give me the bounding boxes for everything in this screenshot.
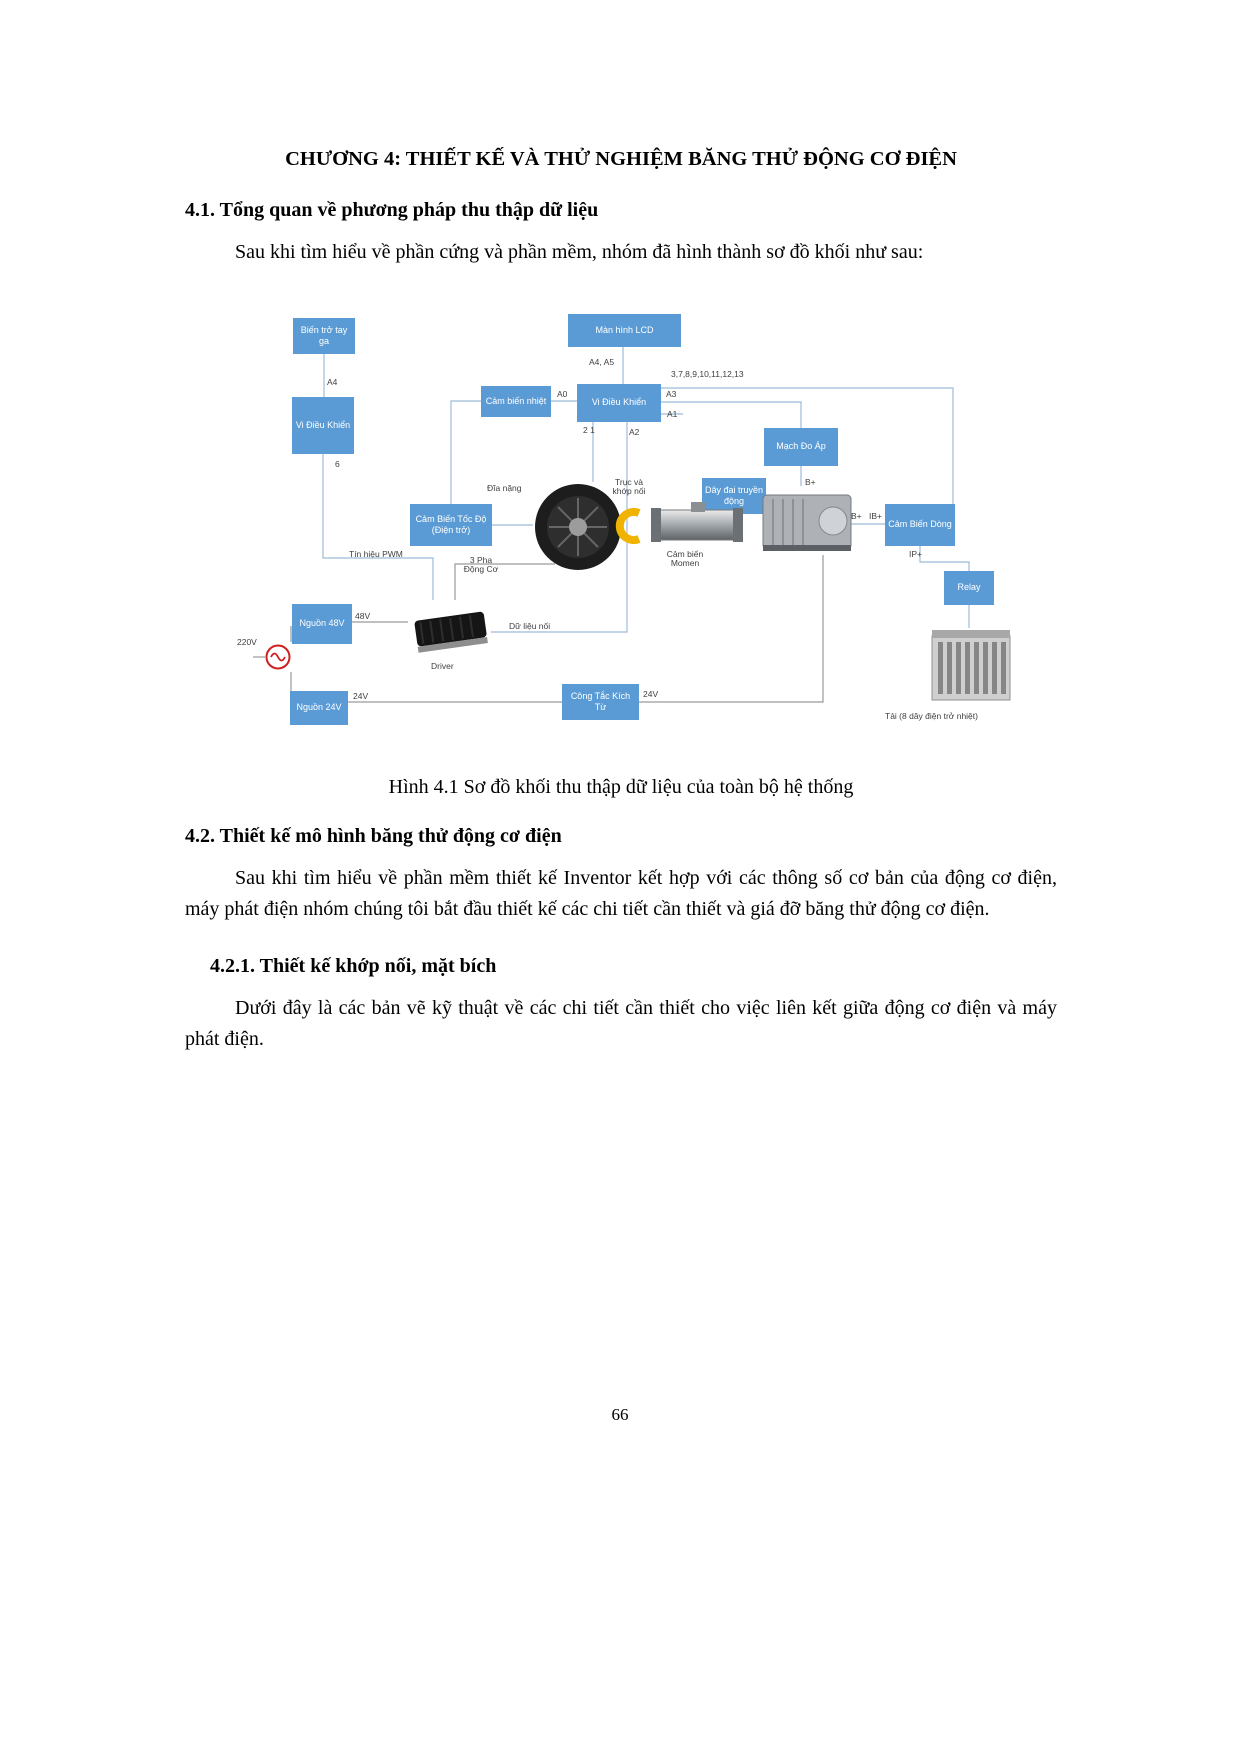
chapter-title: CHƯƠNG 4: THIẾT KẾ VÀ THỬ NGHIỆM BĂNG THỬ ĐỘNG CƠ ĐIỆN (285, 148, 957, 170)
label-digital-pins: 3,7,8,9,10,11,12,13 (671, 368, 744, 379)
label-shaft-coupling: Trục và khớp nối (612, 476, 646, 497)
label-a0: A0 (557, 388, 568, 399)
label-a4-a5: A4, A5 (589, 356, 615, 367)
label-48v: 48V (355, 610, 371, 621)
figure-4-1-block-diagram (223, 312, 1035, 760)
section-4-1-heading: 4.1. Tổng quan về phương pháp thu thập dữ liệu (185, 198, 599, 221)
diagram-box-excitation-switch: Công Tắc Kích Từ (562, 684, 639, 720)
diagram-box-temperature-sensor: Cảm biến nhiệt (481, 386, 551, 417)
label-b-plus-2: B+ (851, 510, 862, 521)
label-pins-2-1: 2 1 (583, 424, 595, 435)
diagram-box-throttle-potentiometer: Biến trở tay ga (293, 318, 355, 354)
label-flywheel-disc: Đĩa nặng (487, 482, 522, 493)
diagram-box-lcd: Màn hình LCD (568, 314, 681, 347)
label-3-phase-motor: 3 Pha Động Cơ (463, 554, 499, 575)
diagram-box-current-sensor: Cảm Biến Dòng (885, 504, 955, 546)
label-220v: 220V (237, 636, 257, 647)
label-ip-plus: IP+ (909, 548, 922, 559)
diagram-box-speed-sensor: Cảm Biến Tốc Độ (Điện trở) (410, 504, 492, 546)
diagram-box-mcu-center: Vi Điều Khiển (577, 384, 661, 422)
page-content (185, 146, 1057, 1055)
label-a2: A2 (629, 426, 640, 437)
section-4-2-1-heading: 4.2.1. Thiết kế khớp nối, mặt bích (210, 954, 497, 977)
label-data-link: Dữ liệu nối (509, 620, 551, 631)
caption-load: Tải (8 dây điện trở nhiệt) (885, 710, 978, 721)
coupling-photo (615, 508, 647, 544)
ac-source-symbol (265, 644, 292, 671)
label-24v-supply: 24V (353, 690, 369, 701)
label-ib-plus: IB+ (869, 510, 882, 521)
driver-photo (408, 598, 494, 660)
label-a4: A4 (327, 376, 338, 387)
diagram-box-belt-drive: Dây đai truyền động (702, 478, 766, 514)
label-torque-sensor: Cảm biến Momen (666, 548, 704, 569)
label-pwm-signal: Tín hiệu PWM (349, 548, 403, 559)
diagram-box-mcu-left: Vi Điều Khiển (292, 397, 354, 454)
diagram-box-voltage-circuit: Mạch Đo Áp (764, 428, 838, 466)
label-pin6: 6 (335, 458, 340, 469)
load-resistor-photo (931, 628, 1013, 708)
generator-photo (761, 489, 853, 555)
label-a1: A1 (667, 408, 678, 419)
label-24v-switch: 24V (643, 688, 659, 699)
section-4-2-1-paragraph: Dưới đây là các bản vẽ kỹ thuật về các chi tiết cần thiết cho việc liên kết giữa động cơ điện và máy phát điện. (185, 996, 1057, 1050)
diagram-box-power-24v: Nguồn 24V (290, 691, 348, 725)
diagram-box-relay: Relay (944, 571, 994, 605)
page-number: 66 (611, 1405, 629, 1424)
diagram-box-power-48v: Nguồn 48V (292, 604, 352, 644)
torque-sensor-photo (651, 500, 743, 548)
section-4-2-paragraph: Sau khi tìm hiểu về phần mềm thiết kế Inventor kết hợp với các thông số cơ bản của động cơ điện, máy phát điện nhóm chúng tôi bắt đầu thiết kế các chi tiết cần thiết và giá đỡ băng thử động cơ điện. (185, 866, 1057, 920)
section-4-1-paragraph: Sau khi tìm hiểu về phần cứng và phần mềm, nhóm đã hình thành sơ đồ khối như sau: (235, 240, 924, 263)
figure-4-1-caption: Hình 4.1 Sơ đồ khối thu thập dữ liệu của toàn bộ hệ thống (388, 775, 854, 798)
label-a3: A3 (666, 388, 677, 399)
caption-driver: Driver (431, 660, 454, 671)
label-b-plus-1: B+ (805, 476, 816, 487)
section-4-2-heading: 4.2. Thiết kế mô hình băng thử động cơ điện (185, 824, 562, 847)
